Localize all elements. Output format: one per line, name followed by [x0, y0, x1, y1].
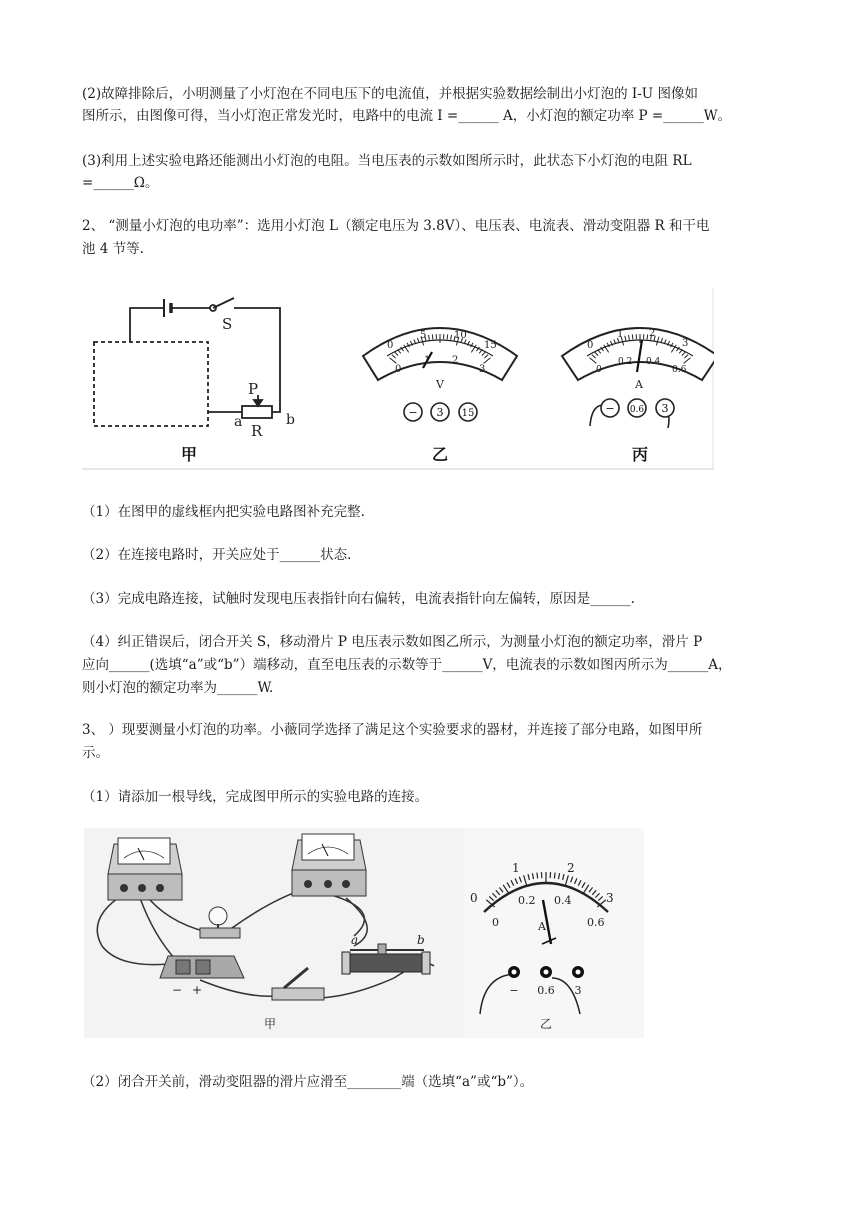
- v-bottom-tick-2: 2: [452, 355, 459, 366]
- v-terminal-3: 3: [436, 406, 444, 419]
- battery-icon: [160, 956, 244, 978]
- a-terminal-neg: −: [605, 402, 615, 415]
- dial-bottom-tick-3: 0.6: [587, 916, 605, 929]
- dial-top-tick-0: 0: [470, 891, 478, 905]
- q3-intro-line1: 3、 ）现要测量小灯泡的功率。小薇同学选择了满足这个实验要求的器材，并连接了部分电路，如图甲所: [82, 722, 703, 738]
- circuit-diagram-jia: [94, 298, 280, 426]
- battery-minus-label: −: [172, 983, 183, 997]
- dial-top-tick-3: 3: [606, 891, 614, 905]
- v-top-tick-0: 0: [387, 340, 394, 351]
- slider-label: P: [248, 380, 259, 398]
- scale-tick: [432, 334, 433, 339]
- q2-intro-line2: 池 4 节等.: [82, 241, 144, 257]
- q3-sub2: （2）闭合开关前，滑动变阻器的滑片应滑至________端（选填“a”或“b”）。: [82, 1074, 534, 1090]
- scale-tick: [647, 334, 648, 339]
- dial-top-tick-1: 1: [512, 861, 520, 875]
- switch-icon: [213, 298, 234, 308]
- ammeter-bing: [562, 328, 714, 428]
- end-a-label: a: [234, 414, 243, 430]
- label-jia-q3: 甲: [263, 1017, 277, 1031]
- dial-bottom-tick-0: 0: [492, 916, 499, 929]
- switch-label: S: [222, 315, 233, 333]
- a-bottom-tick-0: 0: [596, 365, 602, 375]
- a-top-tick-2: 2: [649, 328, 656, 339]
- a-terminal-3: 3: [661, 402, 669, 415]
- scale-tick: [632, 334, 633, 339]
- voltmeter-yi: [363, 328, 517, 421]
- q2-sub4-line3: 则小灯泡的额定功率为______W.: [82, 680, 274, 696]
- v-top-tick-2: 10: [454, 330, 467, 341]
- q1-part3-line2: =______Ω。: [82, 175, 159, 191]
- dial-bottom-tick-1: 0.2: [518, 894, 536, 907]
- v-terminal-15: 15: [461, 408, 475, 419]
- scale-tick: [537, 873, 538, 879]
- v-bottom-tick-1: 1: [424, 355, 431, 366]
- q2-figure: [82, 288, 714, 472]
- dial-top-tick-2: 2: [567, 861, 575, 875]
- label-yi: 乙: [431, 445, 449, 464]
- q2-intro-line1: 2、 “测量小灯泡的电功率”：选用小灯泡 L（额定电压为 3.8V）、电压表、电流表、滑动变阻器 R 和干电: [82, 218, 710, 234]
- q3-figure: [84, 828, 644, 1038]
- voltmeter-letter: V: [436, 378, 444, 391]
- dial-bottom-tick-2: 0.4: [554, 894, 572, 907]
- v-bottom-tick-0: 0: [395, 364, 402, 375]
- rheostat-end-b: b: [417, 933, 425, 947]
- q2-sub2: （2）在连接电路时，开关应处于______状态.: [82, 547, 352, 563]
- a-top-tick-3: 3: [682, 338, 689, 349]
- battery-plus-label: +: [192, 983, 203, 997]
- dial-terminal-3: 3: [574, 984, 582, 997]
- dial-terminal-neg: −: [509, 984, 519, 997]
- ammeter-device: [292, 834, 366, 896]
- a-terminal-06: 0.6: [629, 405, 645, 415]
- scale-tick: [447, 334, 448, 339]
- v-terminal-neg: −: [408, 406, 418, 419]
- end-b-label: b: [286, 412, 295, 428]
- q1-part3-line1: (3)利用上述实验电路还能测出小灯泡的电阻。当电压表的示数如图所示时，此状态下小灯泡的电阻 RL: [82, 153, 692, 169]
- rheostat-label: R: [251, 422, 263, 440]
- q2-sub4-line2: 应向______(选填“a”或“b”）端移动，直至电压表的示数等于______V，电流表的示数如图丙所示为______A，: [82, 657, 732, 673]
- rheostat-end-a: a: [351, 933, 359, 947]
- q2-figure-svg: [82, 288, 714, 472]
- dashed-box: [94, 342, 208, 426]
- q2-sub4-line1: （4）纠正错误后，闭合开关 S，移动滑片 P 电压表示数如图乙所示，为测量小灯泡的额定功率，滑片 P: [82, 634, 703, 650]
- q3-sub1: （1）请添加一根导线，完成图甲所示的实验电路的连接。: [82, 789, 429, 805]
- v-top-tick-3: 15: [484, 340, 497, 351]
- dial-letter: A: [538, 920, 546, 933]
- rheostat-icon: [242, 406, 272, 418]
- a-top-tick-1: 1: [617, 329, 624, 340]
- v-top-tick-1: 5: [420, 330, 427, 341]
- a-bottom-tick-3: 0.6: [672, 365, 687, 375]
- q2-sub3: （3）完成电路连接，试触时发现电压表指针向右偏转，电流表指针向左偏转，原因是______.: [82, 591, 635, 607]
- a-top-tick-0: 0: [587, 340, 594, 351]
- label-yi-q3: 乙: [539, 1017, 553, 1031]
- a-bottom-tick-1: 0.2: [618, 357, 633, 367]
- dial-terminal-06: 0.6: [537, 984, 555, 997]
- voltmeter-device: [108, 838, 182, 900]
- ammeter-letter: A: [635, 378, 643, 391]
- a-bottom-tick-2: 0.4: [646, 357, 661, 367]
- v-bottom-tick-3: 3: [479, 364, 486, 375]
- q1-part2-line2: 图所示，由图像可得，当小灯泡正常发光时，电路中的电流 I =______ A，小灯泡的额定功率 P =______W。: [82, 108, 732, 124]
- label-bing: 丙: [631, 445, 649, 464]
- scale-tick: [554, 873, 555, 879]
- q1-part2-line1: (2)故障排除后，小明测量了小灯泡在不同电压下的电流值，并根据实验数据绘制出小灯泡的 I-U 图像如: [82, 86, 698, 102]
- q2-sub1: （1）在图甲的虚线框内把实验电路图补充完整.: [82, 504, 365, 520]
- q3-intro-line2: 示。: [82, 745, 109, 761]
- label-jia: 甲: [180, 445, 198, 464]
- q3-figure-svg: [84, 828, 644, 1038]
